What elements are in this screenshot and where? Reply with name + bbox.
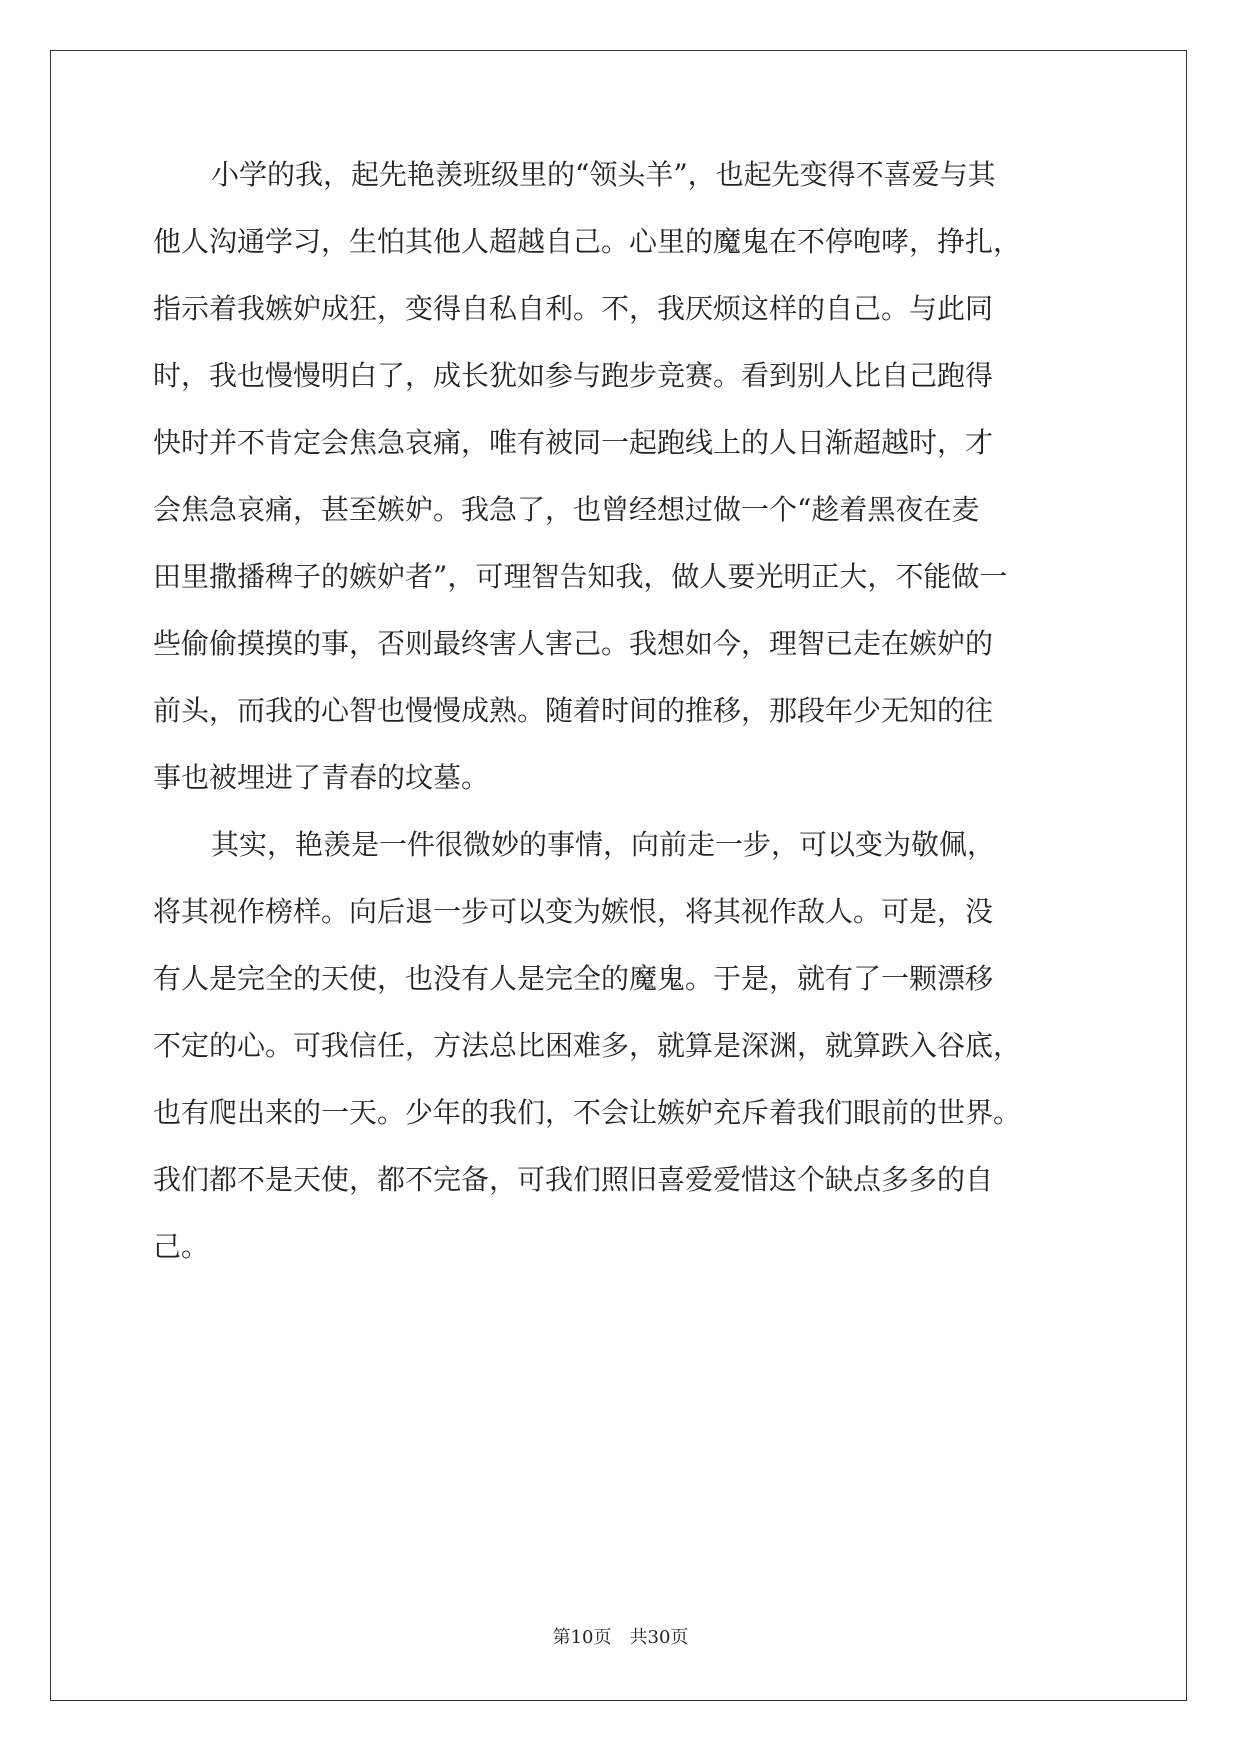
- paragraph-1-line-3: 指示着我嫉妒成狂，变得自私自利。不，我厌烦这样的自己。与此同: [153, 292, 994, 325]
- paragraph-2-line-7: 己。: [153, 1230, 210, 1263]
- page-footer: [0, 1626, 1241, 1650]
- paragraph-1-line-5: 快时并不肯定会焦急哀痛，唯有被同一起跑线上的人日渐超越时，才: [153, 426, 994, 459]
- paragraph-2-line-4: 不定的心。可我信任，方法总比困难多，就算是深渊，就算跌入谷底，: [153, 1029, 1022, 1062]
- paragraph-1-line-1: 小学的我，起先艳羡班级里的“领头羊”，也起先变得不喜爱与其: [211, 158, 996, 191]
- current-page-number: 第10页: [552, 1627, 612, 1648]
- paragraph-1-line-4: 时，我也慢慢明白了，成长犹如参与跑步竞赛。看到别人比自己跑得: [153, 359, 994, 392]
- paragraph-1-line-10: 事也被埋进了青春的坟墓。: [153, 761, 490, 794]
- paragraph-1-line-7: 田里撒播稗子的嫉妒者”，可理智告知我，做人要光明正大，不能做一: [153, 560, 1008, 593]
- paragraph-2-line-6: 我们都不是天使，都不完备，可我们照旧喜爱爱惜这个缺点多多的自: [153, 1163, 994, 1196]
- paragraph-1-line-6: 会焦急哀痛，甚至嫉妒。我急了，也曾经想过做一个“趁着黑夜在麦: [153, 493, 980, 526]
- paragraph-2-line-2: 将其视作榜样。向后退一步可以变为嫉恨，将其视作敌人。可是，没: [153, 895, 994, 928]
- paragraph-2-line-5: 也有爬出来的一天。少年的我们，不会让嫉妒充斥着我们眼前的世界。: [153, 1096, 1022, 1129]
- paragraph-1-line-8: 些偷偷摸摸的事，否则最终害人害己。我想如今，理智已走在嫉妒的: [153, 627, 994, 660]
- total-pages: 共30页: [629, 1627, 689, 1648]
- paragraph-2-line-3: 有人是完全的天使，也没有人是完全的魔鬼。于是，就有了一颗漂移: [153, 962, 994, 995]
- paragraph-1-line-2: 他人沟通学习，生怕其他人超越自己。心里的魔鬼在不停咆哮，挣扎，: [153, 225, 1022, 258]
- paragraph-1-line-9: 前头，而我的心智也慢慢成熟。随着时间的推移，那段年少无知的往: [153, 694, 994, 727]
- paragraph-2-line-1: 其实，艳羡是一件很微妙的事情，向前走一步，可以变为敬佩，: [211, 828, 996, 861]
